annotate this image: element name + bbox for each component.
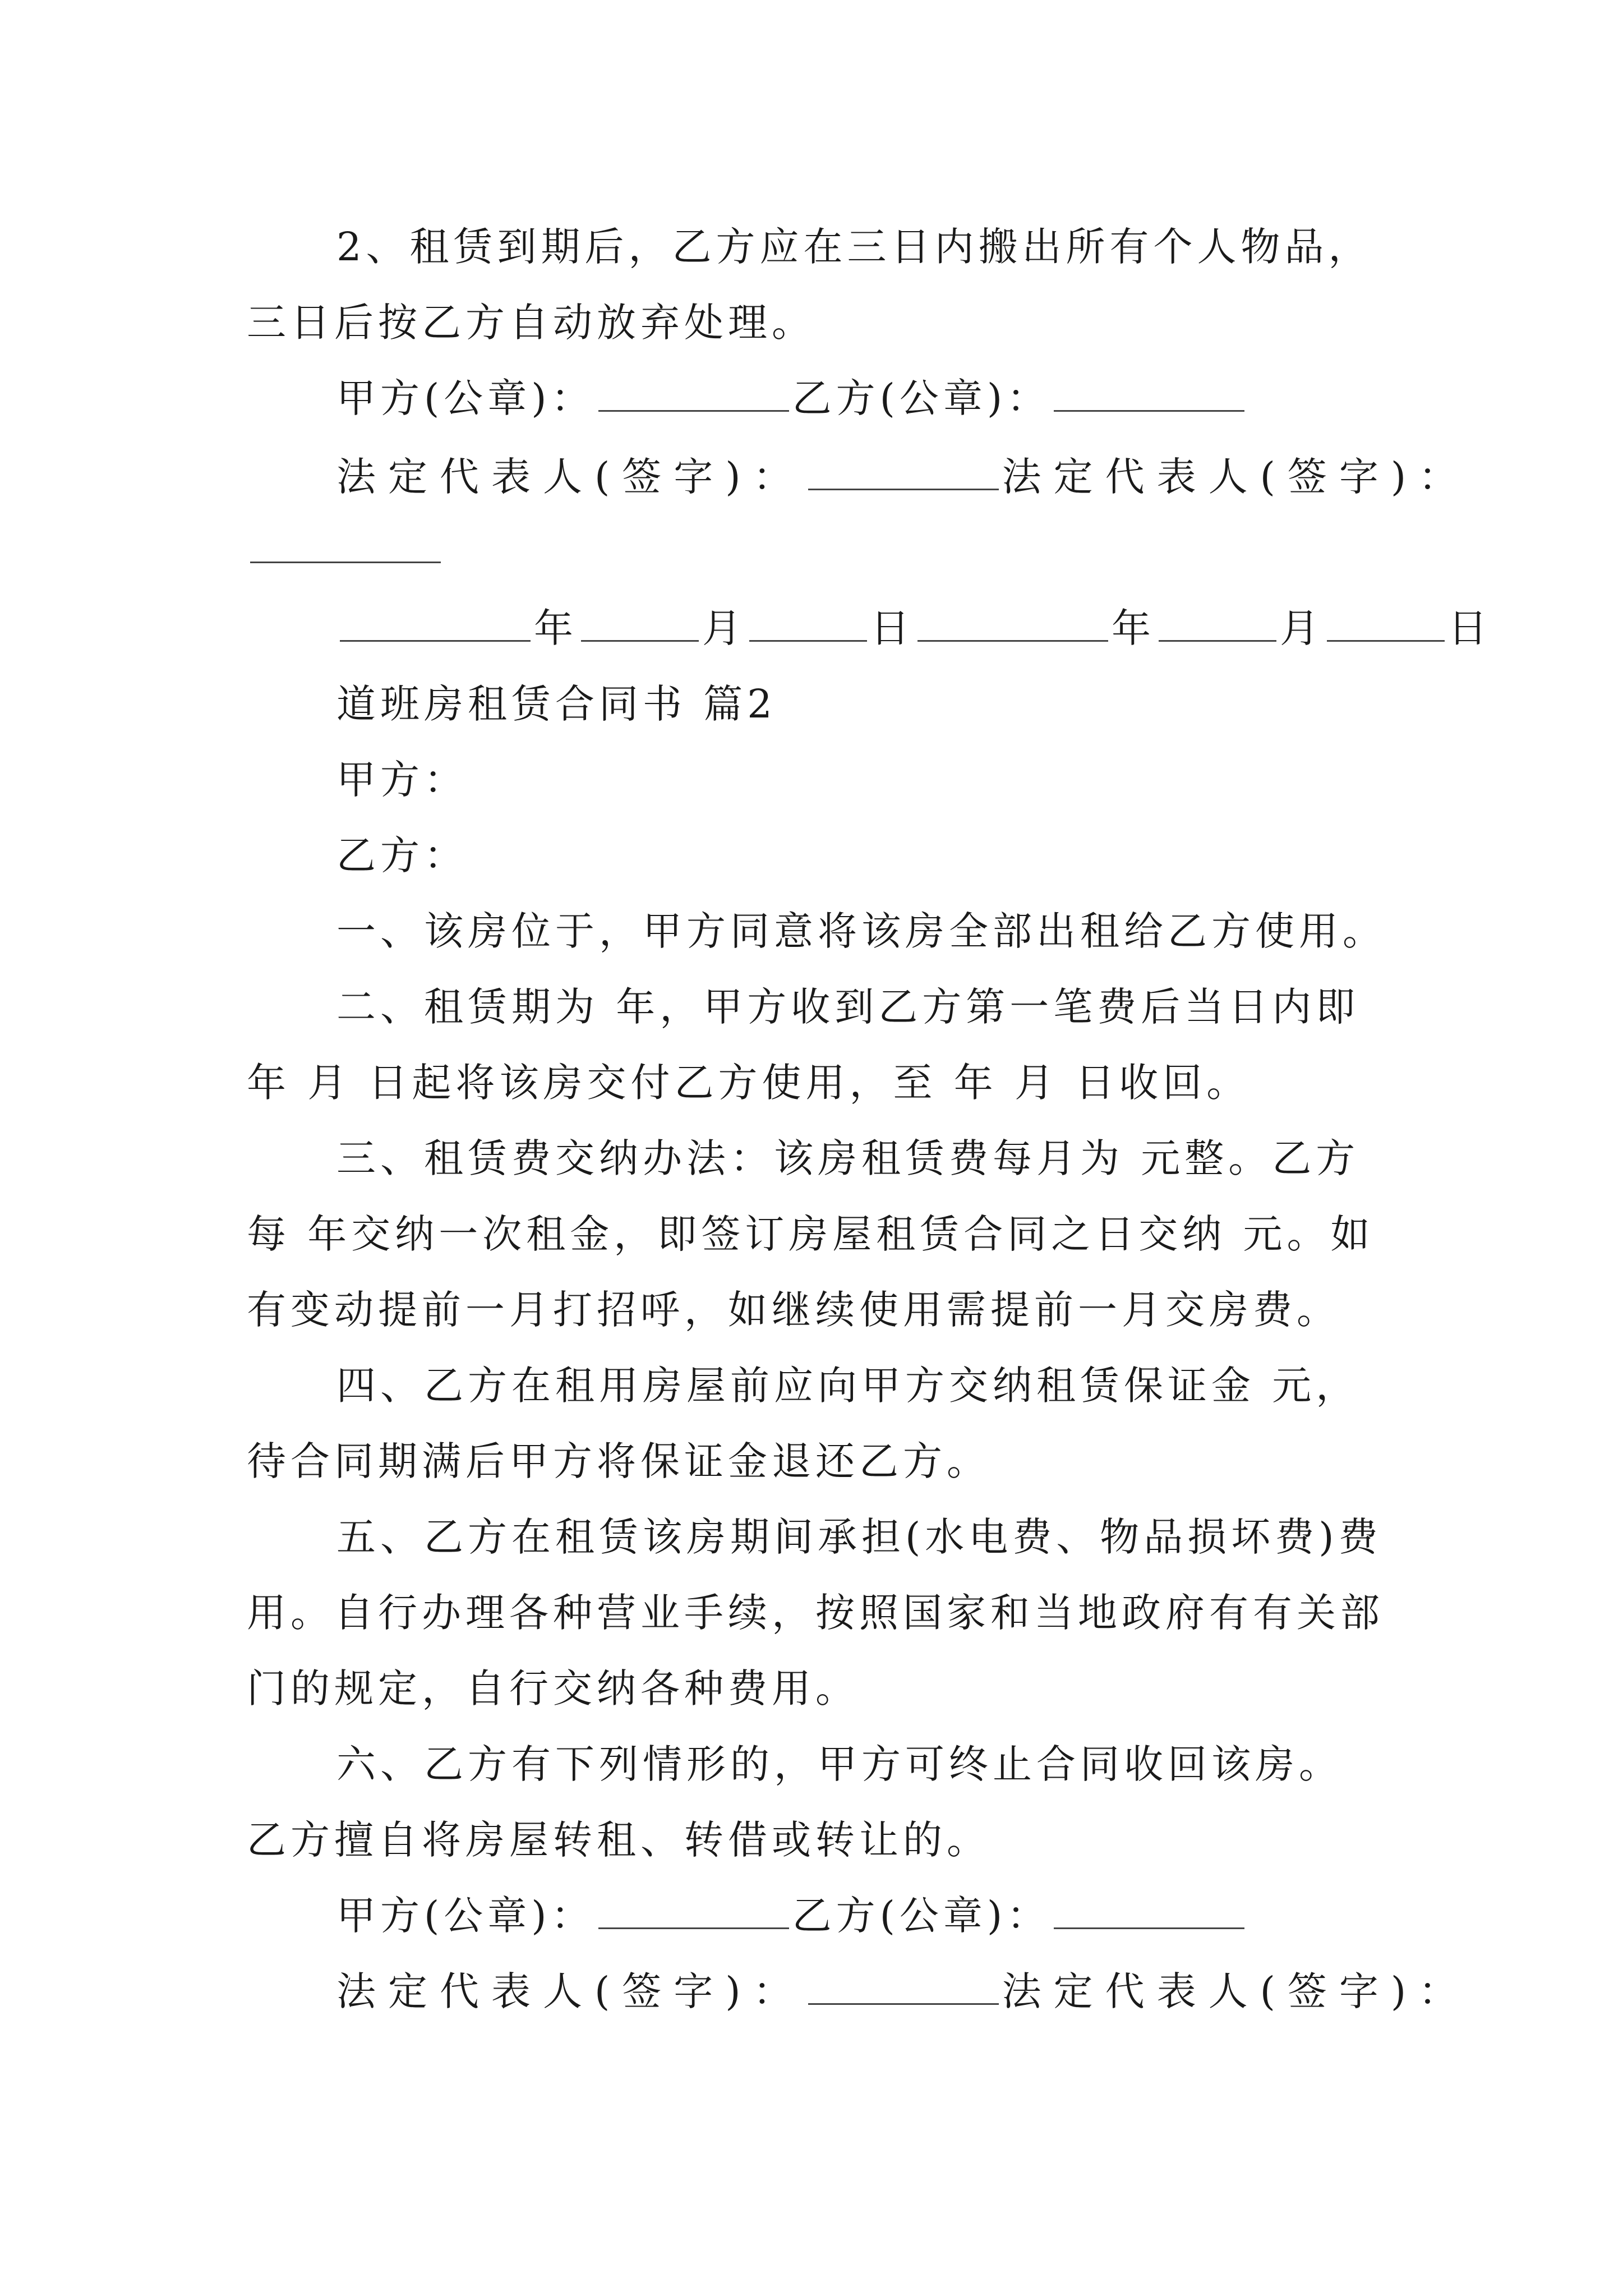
- document-title: 道班房租赁合同书 篇2: [336, 681, 777, 727]
- paragraph-line: 三日后按乙方自动放弃处理。: [247, 300, 815, 346]
- clause-line: 用。自行办理各种营业手续，按照国家和当地政府有有关部: [247, 1590, 1384, 1636]
- clause-line: 一、该房位于，甲方同意将该房全部出租给乙方使用。: [336, 908, 1386, 954]
- signature-blank: [598, 1894, 789, 1929]
- legal-rep-a-label: 法定代表人(签字)：: [336, 1968, 805, 2014]
- clause-line: 每 年交纳一次租金，即签订房屋租赁合同之日交纳 元。如: [247, 1211, 1375, 1257]
- signature-blank: [1054, 376, 1244, 412]
- party-a-seal-label: 甲方(公章)：: [336, 375, 595, 421]
- year-blank: [917, 606, 1108, 642]
- signature-blank: [250, 528, 441, 563]
- day-blank: [1327, 606, 1445, 642]
- seal-line: [336, 370, 1402, 426]
- year-blank: [340, 606, 531, 642]
- day-label: 日: [870, 605, 914, 651]
- party-a-seal-label: 甲方(公章)：: [336, 1893, 595, 1939]
- party-a-label: 甲方：: [336, 757, 468, 803]
- legal-rep-a-label: 法定代表人(签字)：: [336, 454, 805, 500]
- month-blank: [1159, 606, 1276, 642]
- seal-line: [336, 1888, 1402, 1944]
- signature-blank: [1054, 1894, 1244, 1929]
- day-label: 日: [1448, 605, 1492, 651]
- day-blank: [749, 606, 867, 642]
- legal-rep-line: [336, 449, 1470, 505]
- clause-line: 乙方擅自将房屋转租、转借或转让的。: [247, 1817, 990, 1863]
- party-b-seal-label: 乙方(公章)：: [792, 375, 1051, 421]
- clause-line: 有变动提前一月打招呼，如继续使用需提前一月交房费。: [247, 1287, 1340, 1333]
- signature-blank: [808, 1970, 999, 2005]
- legal-rep-line: [336, 1963, 1470, 2019]
- legal-rep-b-label: 法定代表人(签字)：: [1002, 454, 1470, 500]
- year-label: 年: [534, 605, 578, 651]
- clause-line: 二、租赁期为 年，甲方收到乙方第一笔费后当日内即: [336, 984, 1360, 1030]
- clause-line: 待合同期满后甲方将保证金退还乙方。: [247, 1438, 990, 1484]
- year-label: 年: [1112, 605, 1155, 651]
- party-b-label: 乙方：: [336, 832, 468, 878]
- signature-blank: [598, 376, 789, 412]
- clause-line: 六、乙方有下列情形的，甲方可终止合同收回该房。: [336, 1741, 1343, 1787]
- legal-rep-overflow-line: [247, 522, 1402, 578]
- month-label: 月: [1280, 605, 1324, 651]
- paragraph-line: 2、租赁到期后，乙方应在三日内搬出所有个人物品，: [336, 224, 1372, 270]
- clause-line: 门的规定，自行交纳各种费用。: [247, 1665, 859, 1711]
- month-label: 月: [702, 605, 746, 651]
- clause-line: 五、乙方在租赁该房期间承担(水电费、物品损坏费)费: [336, 1514, 1382, 1560]
- clause-line: 三、租赁费交纳办法：该房租赁费每月为 元整。乙方: [336, 1135, 1360, 1181]
- date-line: [336, 600, 1492, 656]
- clause-line: 年 月 日起将该房交付乙方使用，至 年 月 日收回。: [247, 1060, 1251, 1106]
- signature-blank: [808, 455, 999, 490]
- clause-line: 四、乙方在租用房屋前应向甲方交纳租赁保证金 元，: [336, 1363, 1360, 1409]
- month-blank: [581, 606, 699, 642]
- party-b-seal-label: 乙方(公章)：: [792, 1893, 1051, 1939]
- legal-rep-b-label: 法定代表人(签字)：: [1002, 1968, 1470, 2014]
